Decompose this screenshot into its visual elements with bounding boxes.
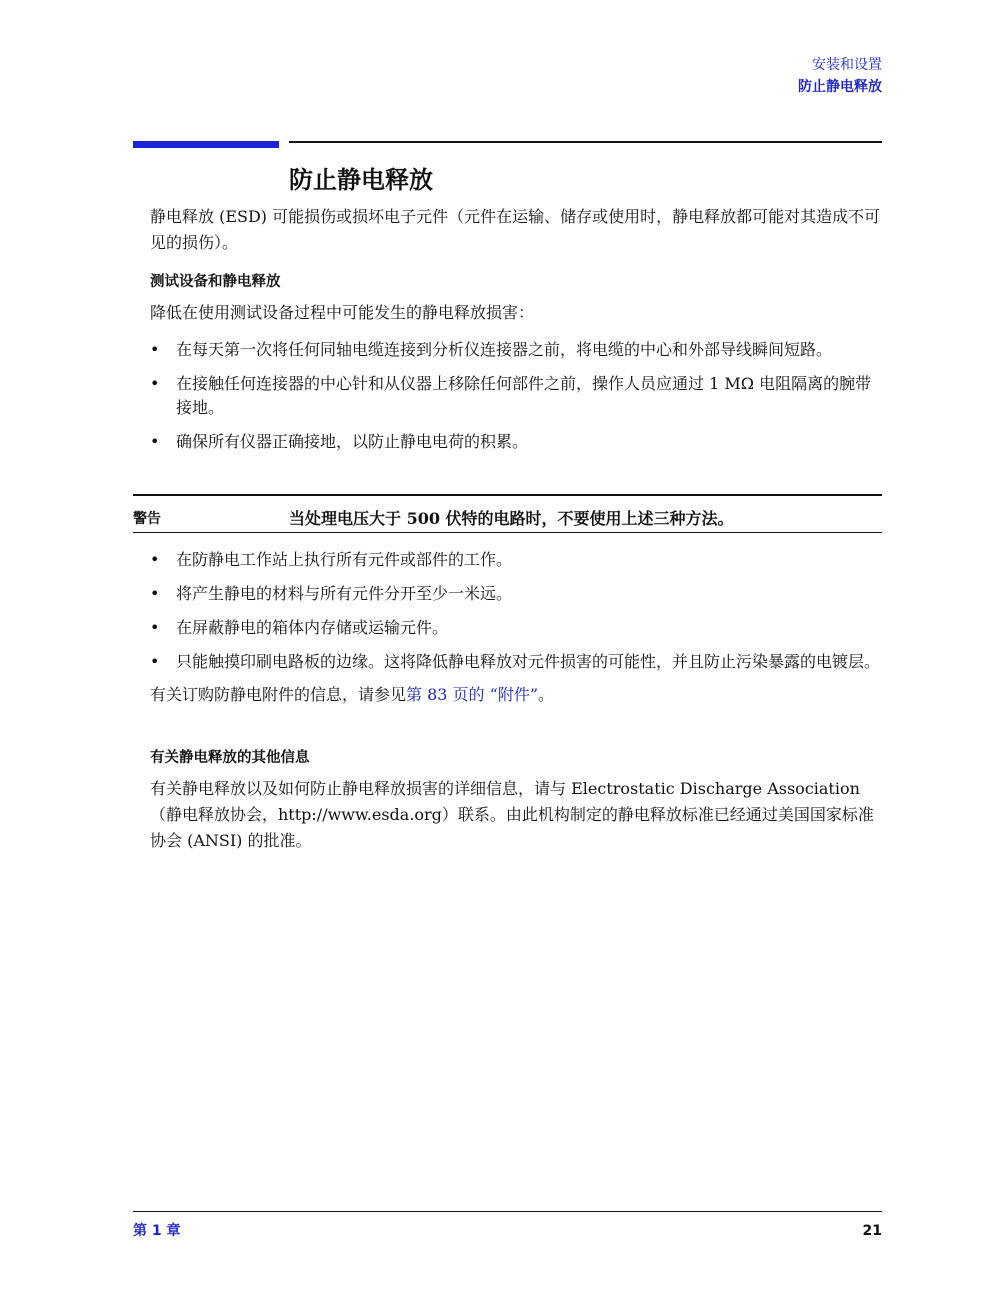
ordering-link[interactable]: 第 83 页的 “附件” (406, 685, 538, 704)
list-item: • 将产生静电的材料与所有元件分开至少一米远。 (150, 582, 884, 606)
warning-label: 警告 (133, 511, 161, 527)
list-item: • 在屏蔽静电的箱体内存储或运输元件。 (150, 616, 884, 640)
warning-text: 当处理电压大于 500 伏特的电路时，不要使用上述三种方法。 (289, 509, 734, 528)
section-lead: 降低在使用测试设备过程中可能发生的静电释放损害： (150, 303, 535, 322)
title-accent-bar (133, 141, 279, 148)
title-rule (289, 141, 882, 143)
list-item: • 在接触任何连接器的中心针和从仪器上移除任何部件之前，操作人员应通过 1 MΩ 电阻隔离的腕带接地。 (150, 374, 872, 417)
section-test-equipment (150, 270, 884, 464)
bullet-icon: • (150, 584, 160, 603)
page-title: 防止静电释放 (289, 166, 433, 194)
more-info-paragraph: 有关静电释放以及如何防止静电释放损害的详细信息，请与 Electrostatic Discharge Association（静电释放协会，http://www.esda.org）联系。由此机构制定的静电释放标准已经通过美国国家标准协会 (ANSI) 的批准。 (150, 779, 874, 850)
bullet-list-1 (150, 338, 884, 454)
header-chapter-title: 安装和设置 (812, 57, 882, 73)
section-more-info (150, 746, 884, 854)
warning-top-rule (133, 494, 882, 496)
footer-chapter: 第 1 章 (133, 1223, 181, 1239)
section-heading-more-info: 有关静电释放的其他信息 (150, 750, 310, 766)
running-header (798, 54, 882, 98)
bullet-icon: • (150, 652, 160, 671)
intro-block (150, 204, 884, 256)
bullet-icon: • (150, 340, 160, 359)
warning-bottom-rule (133, 532, 882, 533)
list-item: • 在防静电工作站上执行所有元件或部件的工作。 (150, 548, 884, 572)
bullet-list-2 (150, 548, 884, 674)
bullet-icon: • (150, 550, 160, 569)
ordering-paragraph: 有关订购防静电附件的信息，请参见第 83 页的 “附件”。 (150, 685, 555, 704)
footer-rule (133, 1211, 882, 1212)
bullet-icon: • (150, 618, 160, 637)
header-section-title: 防止静电释放 (798, 79, 882, 95)
intro-paragraph: 静电释放 (ESD) 可能损伤或损坏电子元件（元件在运输、储存或使用时，静电释放都可能对其造成不可见的损伤）。 (150, 207, 881, 252)
list-item: • 确保所有仪器正确接地，以防止静电电荷的积累。 (150, 430, 884, 454)
section-test-equipment-continued (150, 548, 884, 708)
bullet-icon: • (150, 432, 160, 451)
section-heading-test-equipment: 测试设备和静电释放 (150, 274, 281, 290)
footer-page-number: 21 (862, 1223, 882, 1239)
list-item: • 只能触摸印刷电路板的边缘。这将降低静电释放对元件损害的可能性，并且防止污染暴露的电镀层。 (150, 650, 884, 674)
list-item: • 在每天第一次将任何同轴电缆连接到分析仪连接器之前，将电缆的中心和外部导线瞬间短路。 (150, 338, 884, 362)
bullet-icon: • (150, 374, 160, 393)
